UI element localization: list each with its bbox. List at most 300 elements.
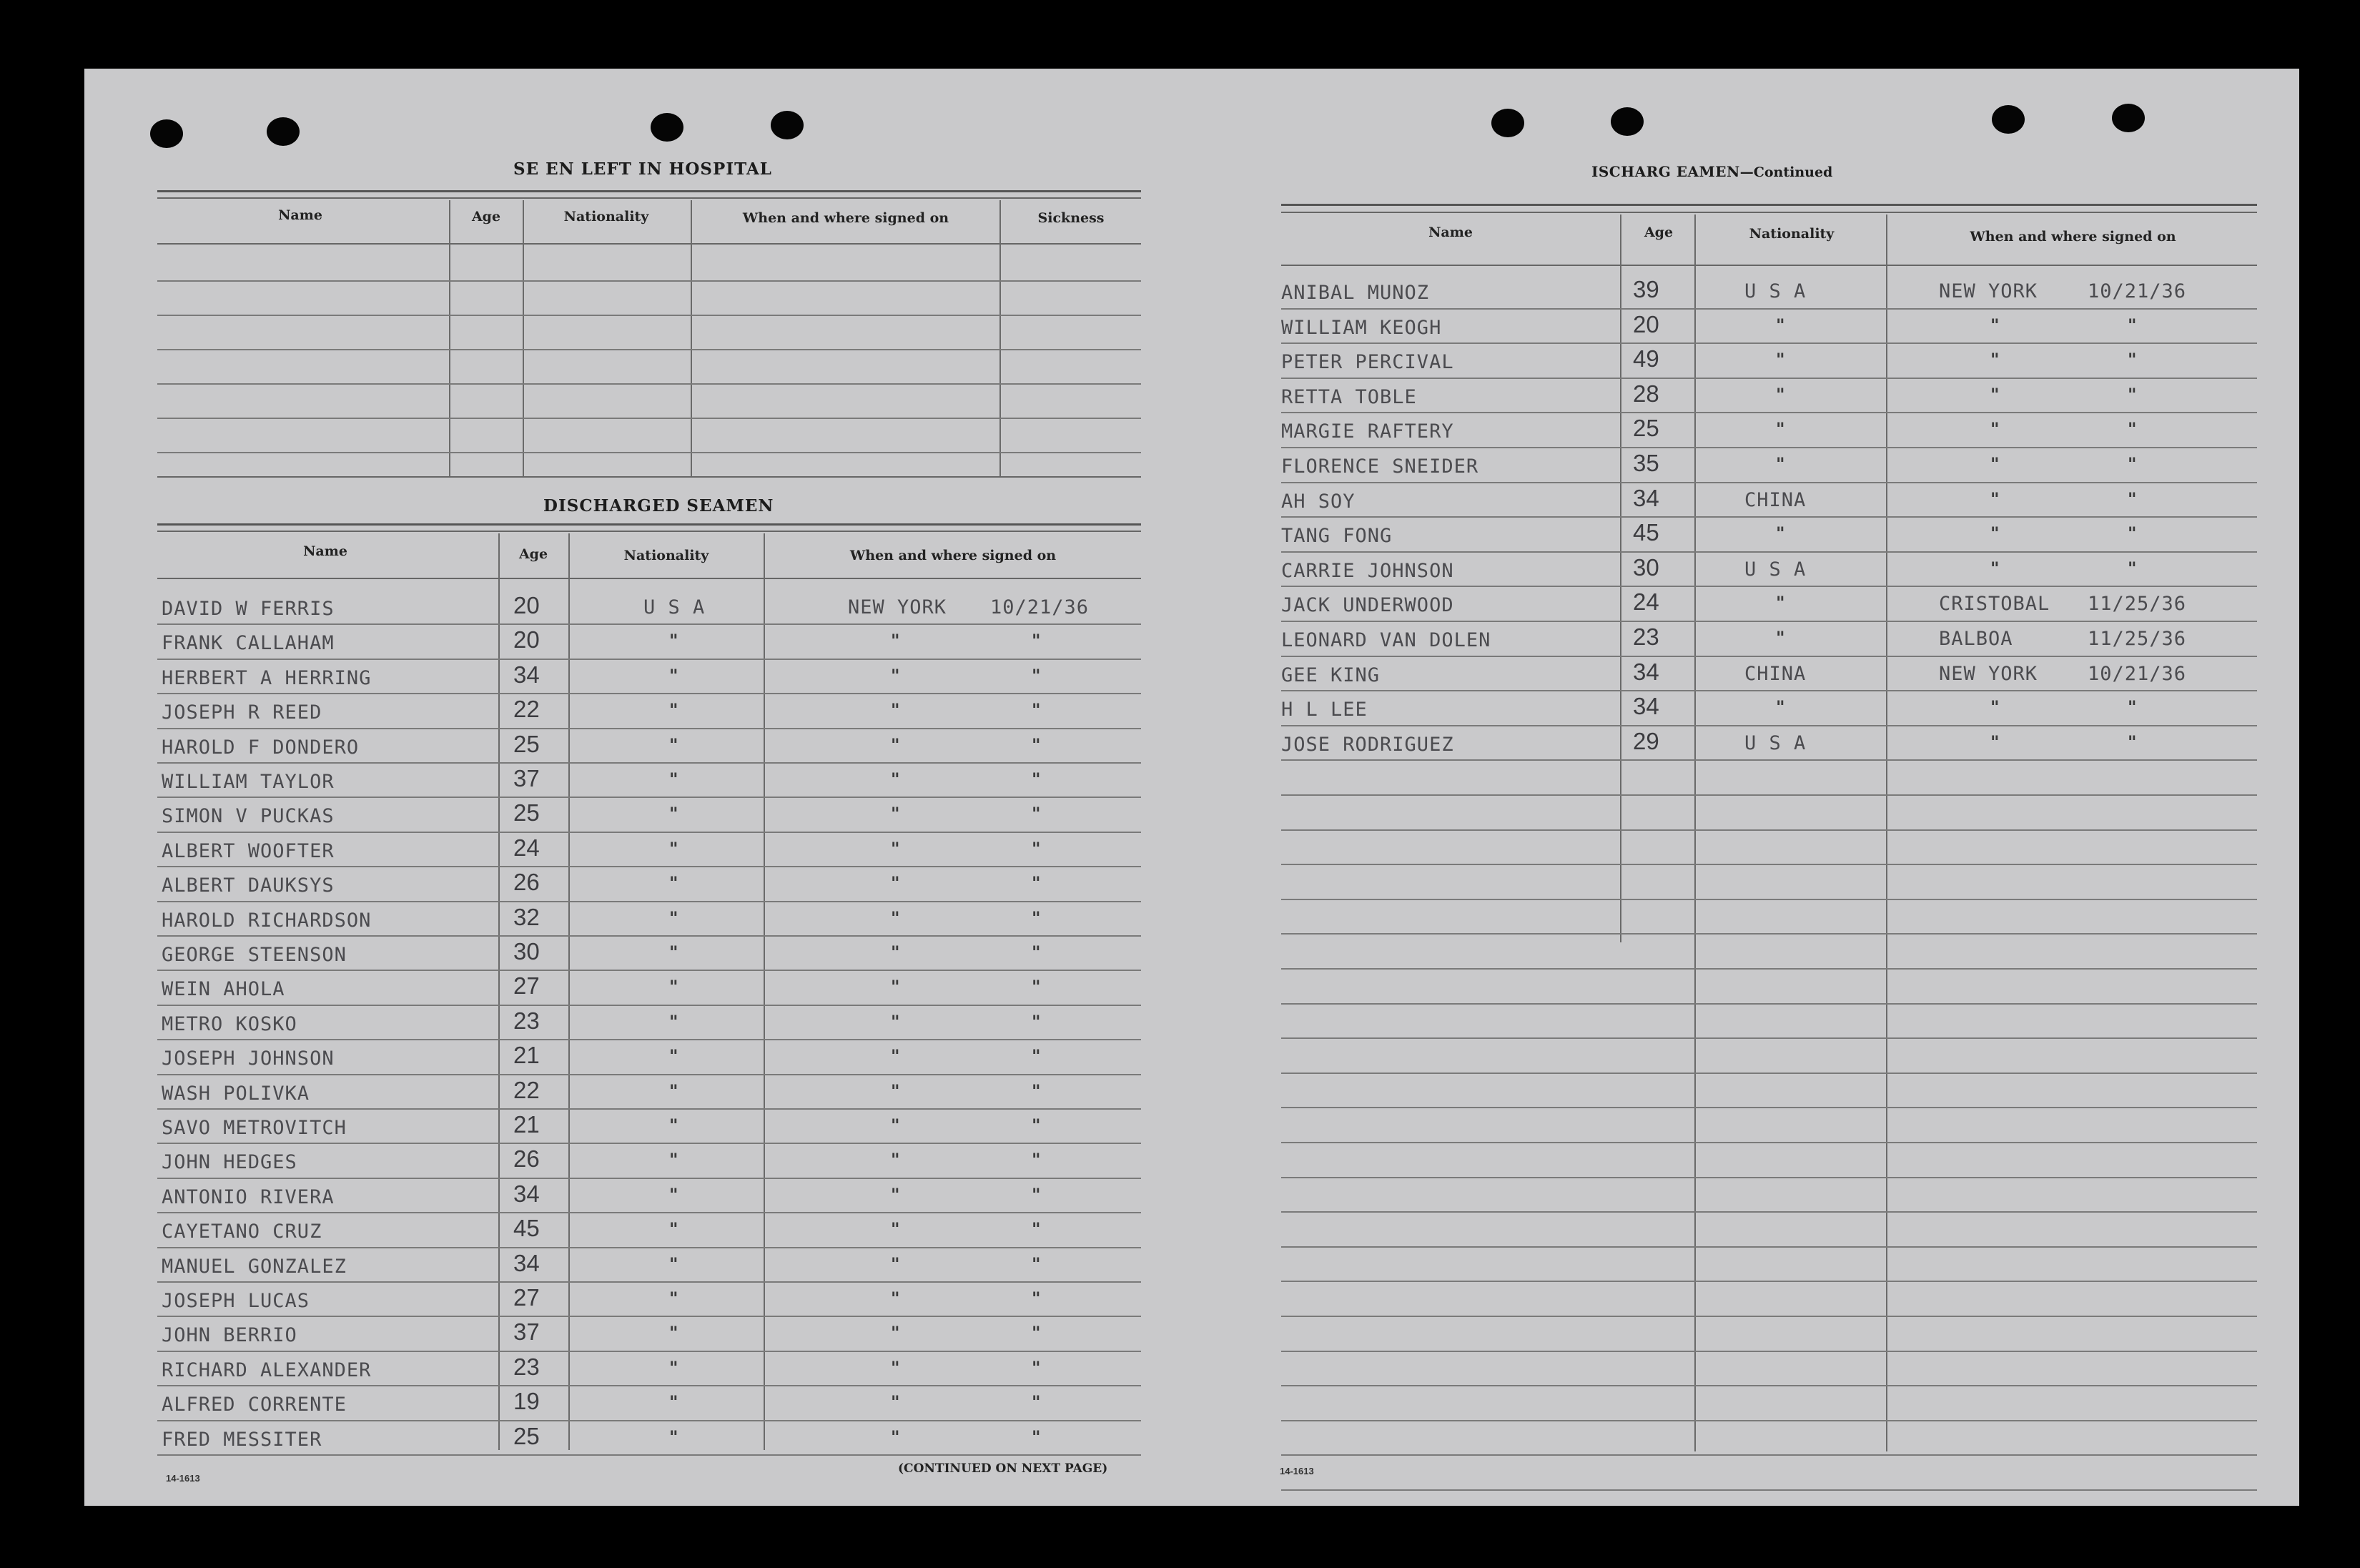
cell-date: " [2128, 315, 2137, 335]
row-rule [1281, 1037, 2257, 1039]
cell-age: 45 [1633, 519, 1659, 546]
cell-age: 19 [513, 1388, 540, 1415]
cell-date: " [1032, 1323, 1041, 1343]
cell-place: " [891, 631, 900, 651]
cell-name: SIMON V PUCKAS [162, 805, 335, 828]
cell-name: JOSEPH LUCAS [162, 1290, 310, 1312]
cell-nat: " [1776, 350, 1785, 370]
row-rule [157, 1281, 1141, 1283]
cell-nat: " [669, 1184, 678, 1205]
right-header-name: Name [1428, 225, 1473, 240]
punch-hole [2112, 104, 2145, 132]
row-rule [157, 1005, 1141, 1006]
row-rule [157, 659, 1141, 660]
cell-age: 28 [1633, 380, 1659, 407]
cell-name: HERBERT A HERRING [162, 666, 372, 689]
cell-name: ANTONIO RIVERA [162, 1185, 335, 1208]
row-rule [157, 1247, 1141, 1248]
cell-name: JACK UNDERWOOD [1281, 594, 1454, 617]
cell-nat: " [669, 1288, 678, 1308]
discharged-col-divider [568, 533, 570, 1450]
row-rule [157, 1039, 1141, 1040]
right-header-nationality: Nationality [1749, 226, 1835, 242]
discharged-col-divider [498, 533, 500, 1450]
cell-place: " [1990, 488, 2000, 509]
cell-nat: " [669, 1253, 678, 1274]
title-main: ISCHARG EAMEN [1591, 163, 1740, 180]
cell-date: " [1032, 769, 1041, 789]
row-rule [157, 832, 1141, 833]
punch-hole [1992, 105, 2025, 134]
cell-date: " [2128, 558, 2137, 578]
row-rule [157, 797, 1141, 798]
cell-date: " [2128, 350, 2137, 370]
cell-nat: " [669, 804, 678, 824]
cell-place: " [891, 734, 900, 755]
cell-nat: " [669, 1219, 678, 1240]
cell-date: " [2128, 523, 2137, 544]
right-top-rule [1281, 204, 2257, 206]
cell-place: " [891, 1288, 900, 1308]
discharged-section-title: DISCHARGED SEAMEN [543, 496, 774, 516]
hospital-empty-row [157, 452, 1141, 453]
cell-name: METRO KOSKO [162, 1012, 297, 1035]
cell-place: NEW YORK [1939, 662, 2038, 685]
row-rule [1281, 482, 2257, 483]
cell-age: 25 [513, 1422, 540, 1449]
cell-age: 21 [513, 1111, 540, 1138]
row-rule [1281, 1003, 2257, 1005]
hospital-col-divider [523, 200, 524, 476]
row-rule [157, 1212, 1141, 1213]
row-rule [157, 693, 1141, 694]
cell-age: 24 [513, 834, 540, 861]
cell-nat: " [669, 1323, 678, 1343]
row-rule [1281, 1177, 2257, 1178]
cell-age: 30 [513, 938, 540, 965]
row-rule [1281, 308, 2257, 310]
row-rule [1281, 412, 2257, 413]
cell-date: 11/25/36 [2088, 593, 2187, 616]
cell-place: " [891, 1323, 900, 1343]
row-rule [1281, 1281, 2257, 1282]
row-rule [1281, 1420, 2257, 1421]
cell-age: 23 [1633, 623, 1659, 650]
cell-place: " [891, 1219, 900, 1240]
cell-name: CARRIE JOHNSON [1281, 559, 1454, 582]
cell-date: " [2128, 488, 2137, 509]
cell-nat: U S A [643, 596, 706, 618]
cell-place: " [891, 700, 900, 721]
row-rule [157, 728, 1141, 729]
cell-age: 20 [513, 626, 540, 654]
cell-name: GEORGE STEENSON [162, 944, 347, 966]
cell-age: 34 [513, 1249, 540, 1276]
cell-place: " [891, 1150, 900, 1170]
row-rule [157, 935, 1141, 937]
hospital-section-title: SE EN LEFT IN HOSPITAL [513, 159, 772, 179]
cell-name: AH SOY [1281, 490, 1356, 513]
cell-name: ALBERT DAUKSYS [162, 874, 335, 897]
cell-place: " [1990, 454, 2000, 474]
cell-nat: " [1776, 384, 1785, 405]
row-rule [1281, 690, 2257, 691]
cell-name: JOSEPH R REED [162, 701, 322, 724]
row-rule [1281, 551, 2257, 553]
cell-place: " [891, 838, 900, 859]
row-rule [1281, 447, 2257, 448]
cell-nat: " [1776, 593, 1785, 613]
cell-nat: " [1776, 697, 1785, 718]
row-rule [1281, 1316, 2257, 1317]
cell-age: 45 [513, 1215, 540, 1242]
row-rule [1281, 1454, 2257, 1456]
cell-age: 34 [513, 1180, 540, 1207]
hospital-top-rule [157, 190, 1141, 192]
cell-nat: " [1776, 628, 1785, 648]
discharged-col-divider [764, 533, 765, 1450]
right-col-divider [1620, 215, 1621, 942]
discharged-header-age: Age [518, 546, 548, 562]
cell-date: " [2128, 731, 2137, 752]
row-rule [1281, 864, 2257, 865]
cell-place: " [891, 942, 900, 962]
cell-place: " [891, 769, 900, 789]
cell-date: 11/25/36 [2088, 628, 2187, 650]
cell-age: 24 [1633, 588, 1659, 616]
cell-name: JOSE RODRIGUEZ [1281, 733, 1454, 756]
cell-place: NEW YORK [848, 596, 947, 618]
row-rule [157, 762, 1141, 764]
cell-nat: " [669, 1426, 678, 1447]
row-rule [1281, 725, 2257, 726]
row-rule [1281, 829, 2257, 831]
hospital-top-rule-2 [157, 197, 1141, 199]
cell-date: " [1032, 1392, 1041, 1413]
cell-name: FLORENCE SNEIDER [1281, 455, 1479, 478]
cell-name: MARGIE RAFTERY [1281, 420, 1454, 443]
cell-date: " [1032, 734, 1041, 755]
cell-date: " [1032, 1046, 1041, 1067]
cell-name: DAVID W FERRIS [162, 598, 335, 620]
cell-name: CAYETANO CRUZ [162, 1221, 322, 1243]
form-number: 14-1613 [166, 1473, 200, 1484]
cell-nat: U S A [1744, 558, 1807, 581]
cell-place: " [891, 1115, 900, 1135]
cell-age: 25 [513, 799, 540, 827]
cell-age: 23 [513, 1007, 540, 1034]
discharged-header-signed-on: When and where signed on [849, 548, 1057, 563]
cell-age: 39 [1633, 276, 1659, 302]
row-rule [157, 1108, 1141, 1110]
right-header-age: Age [1644, 225, 1674, 240]
cell-date: " [2128, 384, 2137, 405]
row-rule [157, 1454, 1141, 1456]
cell-age: 32 [513, 903, 540, 930]
cell-nat: U S A [1744, 731, 1807, 754]
row-rule [157, 970, 1141, 971]
cell-name: RETTA TOBLE [1281, 385, 1417, 408]
cell-place: " [891, 665, 900, 686]
row-rule [1281, 1489, 2257, 1491]
row-rule [1281, 759, 2257, 761]
cell-nat: " [669, 1115, 678, 1135]
cell-age: 34 [1633, 693, 1659, 720]
cell-nat: " [669, 631, 678, 651]
cell-place: " [891, 873, 900, 894]
cell-place: CRISTOBAL [1939, 593, 2050, 616]
cell-name: LEONARD VAN DOLEN [1281, 629, 1491, 651]
cell-date: 10/21/36 [990, 596, 1090, 618]
cell-date: " [1032, 1357, 1041, 1378]
cell-age: 34 [513, 661, 540, 688]
cell-age: 25 [513, 730, 540, 757]
row-rule [157, 1385, 1141, 1386]
cell-name: MANUEL GONZALEZ [162, 1255, 347, 1278]
cell-date: 10/21/36 [2088, 662, 2187, 685]
cell-date: " [1032, 907, 1041, 928]
row-rule [1281, 621, 2257, 622]
cell-place: " [891, 1046, 900, 1067]
hospital-header-sickness: Sickness [1037, 210, 1105, 226]
cell-name: HAROLD F DONDERO [162, 736, 360, 759]
row-rule [1281, 1385, 2257, 1386]
hospital-empty-row [157, 418, 1141, 419]
row-rule [157, 901, 1141, 902]
cell-date: " [1032, 873, 1041, 894]
cell-name: WILLIAM TAYLOR [162, 771, 335, 793]
cell-nat: " [669, 907, 678, 928]
cell-nat: " [669, 1150, 678, 1170]
cell-name: HAROLD RICHARDSON [162, 909, 372, 932]
cell-name: WASH POLIVKA [162, 1082, 310, 1105]
cell-age: 20 [513, 592, 540, 618]
cell-place: " [1990, 384, 2000, 405]
cell-name: JOSEPH JOHNSON [162, 1047, 335, 1070]
row-rule [1281, 1246, 2257, 1248]
cell-place: " [891, 1426, 900, 1447]
hospital-empty-row [157, 349, 1141, 350]
hospital-header-signed-on: When and where signed on [742, 210, 949, 226]
hospital-col-divider [449, 200, 450, 476]
cell-nat: " [669, 1357, 678, 1378]
cell-place: " [1990, 558, 2000, 578]
hospital-empty-row [157, 383, 1141, 385]
cell-date: " [1032, 1184, 1041, 1205]
cell-place: " [891, 1011, 900, 1032]
cell-date: " [1032, 1115, 1041, 1135]
cell-date: " [1032, 700, 1041, 721]
cell-date: 10/21/36 [2088, 280, 2187, 302]
discharged-top-rule [157, 523, 1141, 526]
discharged-header-nationality: Nationality [623, 548, 709, 563]
row-rule [1281, 1073, 2257, 1074]
cell-date: " [1032, 977, 1041, 997]
cell-place: " [1990, 419, 2000, 440]
cell-nat: " [669, 769, 678, 789]
cell-date: " [1032, 665, 1041, 686]
cell-name: ALFRED CORRENTE [162, 1394, 347, 1416]
cell-place: " [891, 1357, 900, 1378]
hospital-col-divider [691, 200, 692, 476]
right-top-rule-2 [1281, 212, 2257, 213]
cell-date: " [1032, 1426, 1041, 1447]
cell-age: 29 [1633, 727, 1659, 754]
cell-age: 23 [513, 1353, 540, 1380]
cell-place: " [1990, 697, 2000, 718]
cell-date: " [2128, 419, 2137, 440]
cell-nat: " [669, 1080, 678, 1101]
cell-name: GEE KING [1281, 664, 1381, 686]
cell-date: " [1032, 1288, 1041, 1308]
cell-name: JOHN HEDGES [162, 1151, 297, 1174]
cell-nat: " [669, 942, 678, 962]
cell-age: 26 [513, 869, 540, 896]
row-rule [1281, 968, 2257, 970]
row-rule [1281, 1211, 2257, 1213]
hospital-col-divider [999, 200, 1001, 476]
punch-hole [267, 117, 300, 146]
hospital-bottom-rule [157, 476, 1141, 478]
cell-age: 49 [1633, 345, 1659, 373]
row-rule [1281, 342, 2257, 344]
hospital-header-rule [157, 243, 1141, 245]
punch-hole [1491, 109, 1524, 137]
cell-nat: " [669, 1392, 678, 1413]
cell-date: " [1032, 804, 1041, 824]
cell-nat: " [669, 734, 678, 755]
hospital-empty-row [157, 280, 1141, 282]
cell-place: " [1990, 350, 2000, 370]
punch-hole [150, 119, 183, 148]
cell-date: " [1032, 1253, 1041, 1274]
right-header-rule [1281, 265, 2257, 266]
cell-date: " [1032, 1219, 1041, 1240]
row-rule [1281, 1351, 2257, 1352]
punch-hole [771, 111, 804, 139]
row-rule [1281, 933, 2257, 935]
row-rule [157, 866, 1141, 867]
cell-name: RICHARD ALEXANDER [162, 1359, 372, 1381]
cell-nat: " [669, 977, 678, 997]
cell-nat: CHINA [1744, 662, 1807, 685]
row-rule [1281, 1142, 2257, 1143]
right-col-divider [1886, 215, 1887, 1451]
cell-place: " [891, 977, 900, 997]
cell-place: " [891, 804, 900, 824]
cell-name: PETER PERCIVAL [1281, 351, 1454, 374]
cell-date: " [1032, 1011, 1041, 1032]
form-number-right: 14-1613 [1280, 1466, 1314, 1476]
cell-age: 37 [513, 1318, 540, 1346]
cell-name: ALBERT WOOFTER [162, 839, 335, 862]
punch-hole [1611, 107, 1644, 136]
cell-age: 22 [513, 1076, 540, 1103]
cell-place: " [1990, 731, 2000, 752]
cell-age: 34 [1633, 484, 1659, 511]
row-rule [157, 623, 1141, 625]
cell-place: " [891, 1080, 900, 1101]
title-continued: —Continued [1739, 164, 1833, 180]
cell-name: H L LEE [1281, 699, 1368, 721]
cell-age: 25 [1633, 415, 1659, 442]
cell-date: " [1032, 631, 1041, 651]
cell-place: " [891, 1392, 900, 1413]
cell-nat: " [669, 1011, 678, 1032]
cell-nat: " [669, 1046, 678, 1067]
row-rule [157, 1074, 1141, 1075]
hospital-header-nationality: Nationality [563, 209, 649, 225]
cell-date: " [2128, 454, 2137, 474]
cell-nat: " [1776, 419, 1785, 440]
cell-age: 20 [1633, 310, 1659, 337]
cell-date: " [1032, 1080, 1041, 1101]
row-rule [1281, 378, 2257, 379]
row-rule [1281, 794, 2257, 796]
cell-place: " [891, 1184, 900, 1205]
cell-age: 21 [513, 1042, 540, 1069]
cell-nat: " [1776, 454, 1785, 474]
cell-name: FRANK CALLAHAM [162, 632, 335, 655]
row-rule [157, 1316, 1141, 1317]
cell-age: 26 [513, 1145, 540, 1173]
cell-name: TANG FONG [1281, 525, 1393, 548]
cell-place: NEW YORK [1939, 280, 2038, 302]
cell-place: " [891, 907, 900, 928]
cell-age: 34 [1633, 658, 1659, 685]
hospital-header-name: Name [278, 207, 322, 223]
discharged-header-name: Name [303, 543, 347, 559]
cell-nat: " [669, 838, 678, 859]
cell-name: WEIN AHOLA [162, 978, 285, 1001]
cell-name: ANIBAL MUNOZ [1281, 282, 1430, 304]
cell-nat: " [669, 873, 678, 894]
cell-age: 30 [1633, 553, 1659, 581]
row-rule [1281, 1107, 2257, 1108]
cell-nat: " [1776, 523, 1785, 544]
cell-nat: " [669, 700, 678, 721]
cell-place: " [1990, 523, 2000, 544]
hospital-empty-row [157, 315, 1141, 316]
cell-age: 37 [513, 765, 540, 792]
row-rule [157, 1420, 1141, 1421]
cell-nat: CHINA [1744, 488, 1807, 511]
discharged-top-rule-2 [157, 531, 1141, 532]
cell-age: 35 [1633, 450, 1659, 476]
row-rule [157, 1178, 1141, 1179]
row-rule [157, 1351, 1141, 1352]
hospital-header-age: Age [471, 209, 501, 225]
right-header-signed-on: When and where signed on [1970, 229, 2176, 245]
right-col-divider [1694, 215, 1696, 1451]
row-rule [1281, 656, 2257, 657]
cell-place: BALBOA [1939, 628, 2013, 650]
cell-nat: " [1776, 315, 1785, 335]
cell-name: WILLIAM KEOGH [1281, 316, 1442, 339]
punch-hole [651, 113, 683, 142]
cell-nat: U S A [1744, 280, 1807, 302]
cell-date: " [1032, 1150, 1041, 1170]
cell-date: " [1032, 942, 1041, 962]
discharged-continued-title [1591, 163, 1832, 180]
cell-nat: " [669, 665, 678, 686]
discharged-header-rule [157, 578, 1141, 579]
cell-age: 22 [513, 696, 540, 723]
cell-place: " [1990, 315, 2000, 335]
cell-age: 27 [513, 972, 540, 1000]
cell-date: " [1032, 838, 1041, 859]
row-rule [1281, 586, 2257, 587]
